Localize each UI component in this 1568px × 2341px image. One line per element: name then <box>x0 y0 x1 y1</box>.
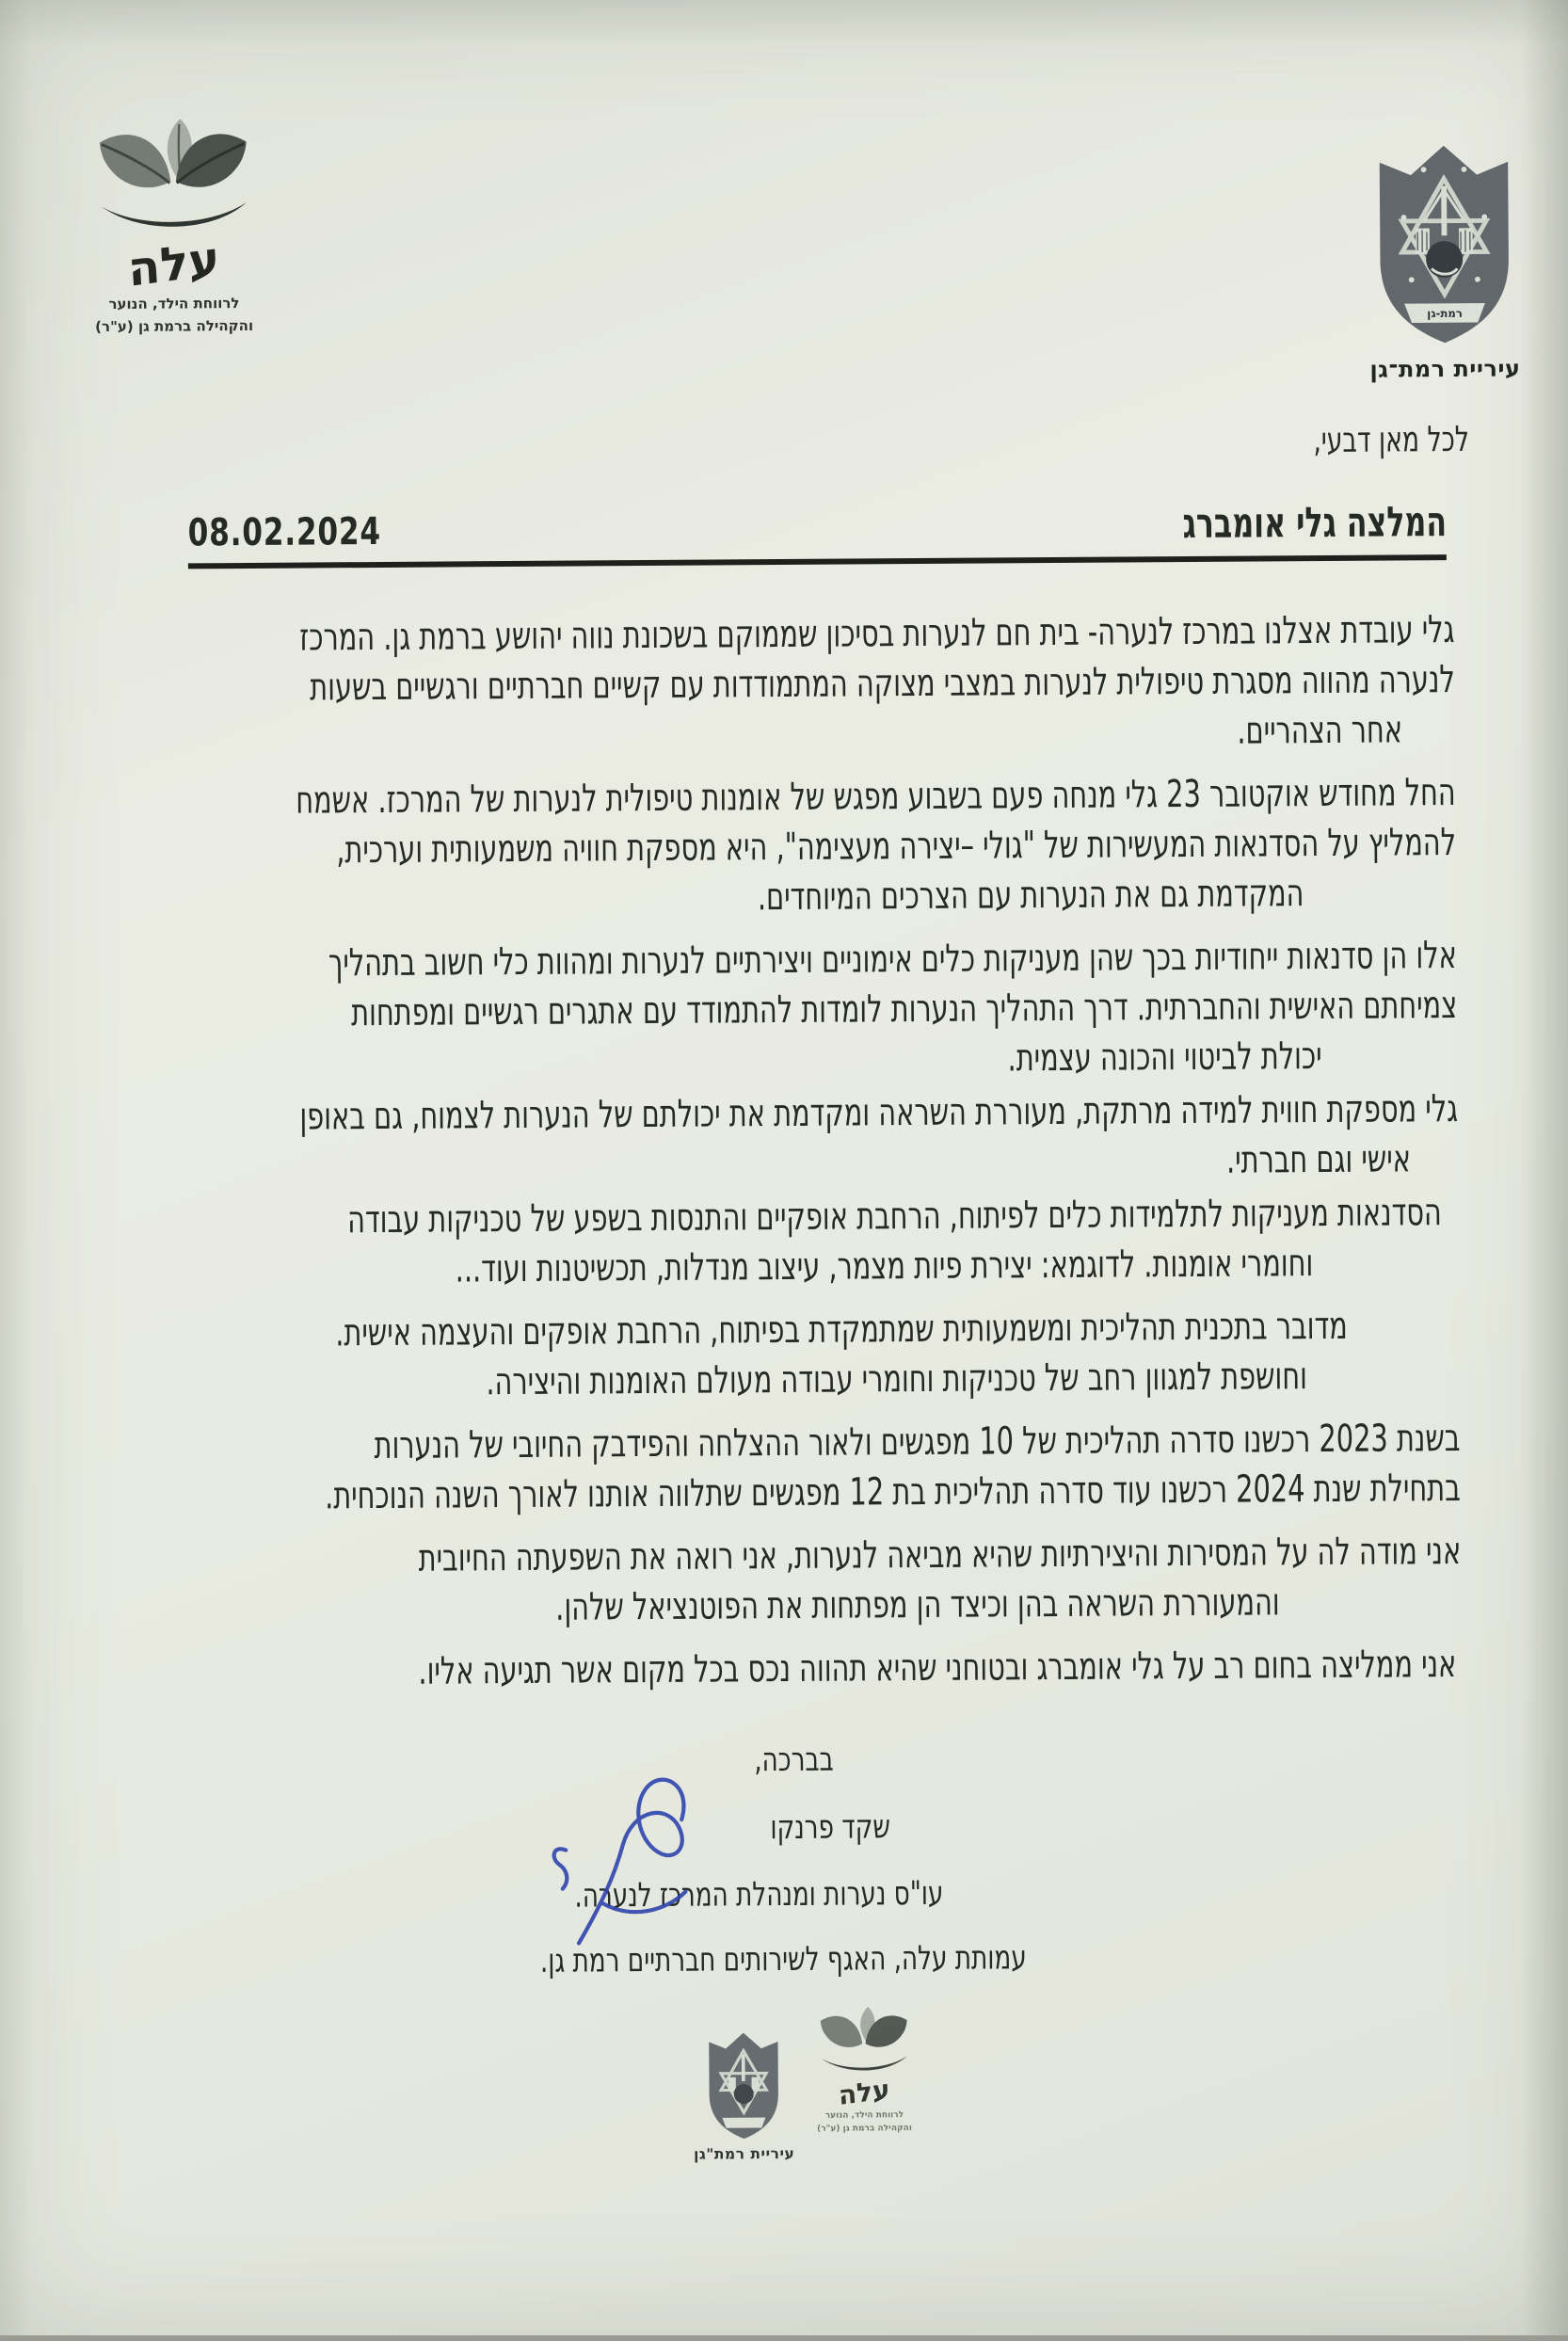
paragraph-line: וחושפת למגוון רחב של טכניקות וחומרי עבודה מעולם האומנות והיצירה. <box>486 1355 1308 1404</box>
paragraph-line: גלי מספקת חווית למידה מרתקת, מעוררת השראה ומקדמת את יכולתם של הנערות לצמוח, גם באופן <box>299 1087 1459 1139</box>
emblem-banner-label: רמת-גן <box>1427 306 1463 321</box>
paragraph <box>58 1301 1460 1410</box>
paragraph-line: והמעוררת השראה בהן וכיצד הן מפתחות את הפוטנציאל שלהן. <box>555 1580 1280 1629</box>
paragraph-line: החל מחודש אוקטובר 23 גלי מנחה פעם בשבוע מפגש של אומנות טיפולית לנערות של המרכז. אשמח <box>296 771 1456 823</box>
ramat-gan-emblem-small-icon <box>704 2026 784 2142</box>
aleh-wordmark: עלה <box>126 231 221 297</box>
paragraph-line: יכולת לביטוי והכונה עצמית. <box>1007 1034 1322 1081</box>
salutation: לכל מאן דבעי, <box>1313 418 1470 461</box>
letter-body <box>54 605 1462 1712</box>
paragraph-line: להמליץ על הסדנאות המעשירות של "גולי –יצירה מעצימה", היא מספקת חוויה משמעותית וערכית, <box>336 821 1457 873</box>
paragraph-line: וחומרי אומנות. לדוגמא: יצירת פיות מצמר, עיצוב מנדלות, תכשיטנות ועוד... <box>455 1242 1314 1291</box>
paragraph <box>61 1640 1462 1699</box>
paragraph-line: לנערה מהווה מסגרת טיפולית לנערות במצבי מצוקה המתמודדות עם קשיים חברתיים ורגשיים בשעות <box>310 658 1455 710</box>
ramat-gan-emblem-top <box>1352 132 1538 382</box>
paragraph-line: אחר הצהריים. <box>1237 708 1403 753</box>
aleh-wordmark-bottom: עלה <box>838 2073 891 2111</box>
aleh-tagline-line2: והקהילה ברמת גן (ע"ר) <box>95 316 254 335</box>
aleh-logo-bottom <box>803 2004 926 2134</box>
signatory-role: עו"ס נערות ומנהלת המרכז לנערה. <box>574 1874 944 1916</box>
aleh-leaves-icon <box>84 115 264 236</box>
paragraph <box>54 605 1455 764</box>
aleh-logo-top <box>77 115 271 335</box>
paragraph <box>59 1414 1461 1523</box>
paragraph-line: אני ממליצה בחום רב על גלי אומברג ובטוחני שהיא תהווה נכס בכל מקום אשר תגיעה אליו. <box>418 1643 1457 1693</box>
signature-ink-icon <box>550 1767 709 1958</box>
paragraph-line: אני מודה לה על המסירות והיצירתיות שהיא מביאה לנערות, אני רואה את השפעתה החיובית <box>418 1529 1462 1580</box>
paragraph-line: המקדמת גם את הנערות עם הצרכים המיוחדים. <box>757 872 1304 920</box>
aleh-tagline-bottom-line2: והקהילה ברמת גן (ע"ר) <box>817 2123 912 2134</box>
letter-title: המלצה גלי אומברג <box>1182 498 1447 549</box>
paragraph-line: הסדנאות מעניקות לתלמידות כלים לפיתוח, הרחבת אופקיים והתנסות בשפע של טכניקות עבודה <box>346 1191 1442 1243</box>
paragraph-line: גלי עובדת אצלנו במרכז לנערה- בית חם לנערות בסיכון שממוקם בשכונת נווה יהושע ברמת גן. המרכז <box>299 608 1455 660</box>
paragraph <box>58 1188 1460 1297</box>
municipality-caption-bottom: עיריית רמת"גן <box>693 2144 795 2163</box>
paragraph-line: בתחילת שנת 2024 רכשנו עוד סדרה תהליכית בת 12 מפגשים שתלווה אותנו לאורך השנה הנוכחית. <box>324 1466 1461 1518</box>
paragraph <box>60 1527 1462 1636</box>
aleh-tagline-bottom-line1: לרווחת הילד, הנוער <box>824 2110 904 2121</box>
handwritten-signature <box>550 1767 709 1962</box>
paragraph-line: אישי וגם חברתי. <box>1225 1137 1412 1182</box>
aleh-leaves-small-icon <box>811 2004 918 2076</box>
closing-line: בברכה, <box>754 1740 835 1780</box>
title-rule-row <box>187 498 1446 569</box>
letter-date: 08.02.2024 <box>187 509 381 555</box>
paragraph-line: בשנת 2023 רכשנו סדרה תהליכית של 10 מפגשים ולאור ההצלחה והפידבק החיובי של הנערות <box>374 1416 1461 1468</box>
signatory-name: שקד פרנקו <box>770 1808 891 1848</box>
ramat-gan-emblem-bottom <box>687 2026 801 2163</box>
paragraph <box>55 768 1456 927</box>
paragraph-line: צמיחתם האישית והחברתית. דרך התהליך הנערות לומדות להתמודד עם אתגרים רגשיים ומפתחות <box>350 984 1458 1035</box>
paragraph-line: מדובר בתכנית תהליכית ומשמעותית שמתמקדת בפיתוח, הרחבת אופקים והעצמה אישית. <box>335 1304 1348 1355</box>
ramat-gan-emblem-icon <box>1370 133 1519 349</box>
signatory-org: עמותת עלה, האגף לשירותים חברתיים רמת גן. <box>539 1939 1027 1980</box>
paragraph <box>56 931 1458 1090</box>
municipality-caption-top: עיריית רמת־גן <box>1369 355 1521 383</box>
paragraph <box>57 1084 1459 1194</box>
aleh-tagline-line1: לרווחת הילד, הנוער <box>108 295 240 313</box>
paragraph-line: אלו הן סדנאות ייחודיות בכך שהן מעניקות כלים אימוניים ויצירתיים לנערות ומהוות כלי חשוב בתהליך <box>328 934 1457 986</box>
